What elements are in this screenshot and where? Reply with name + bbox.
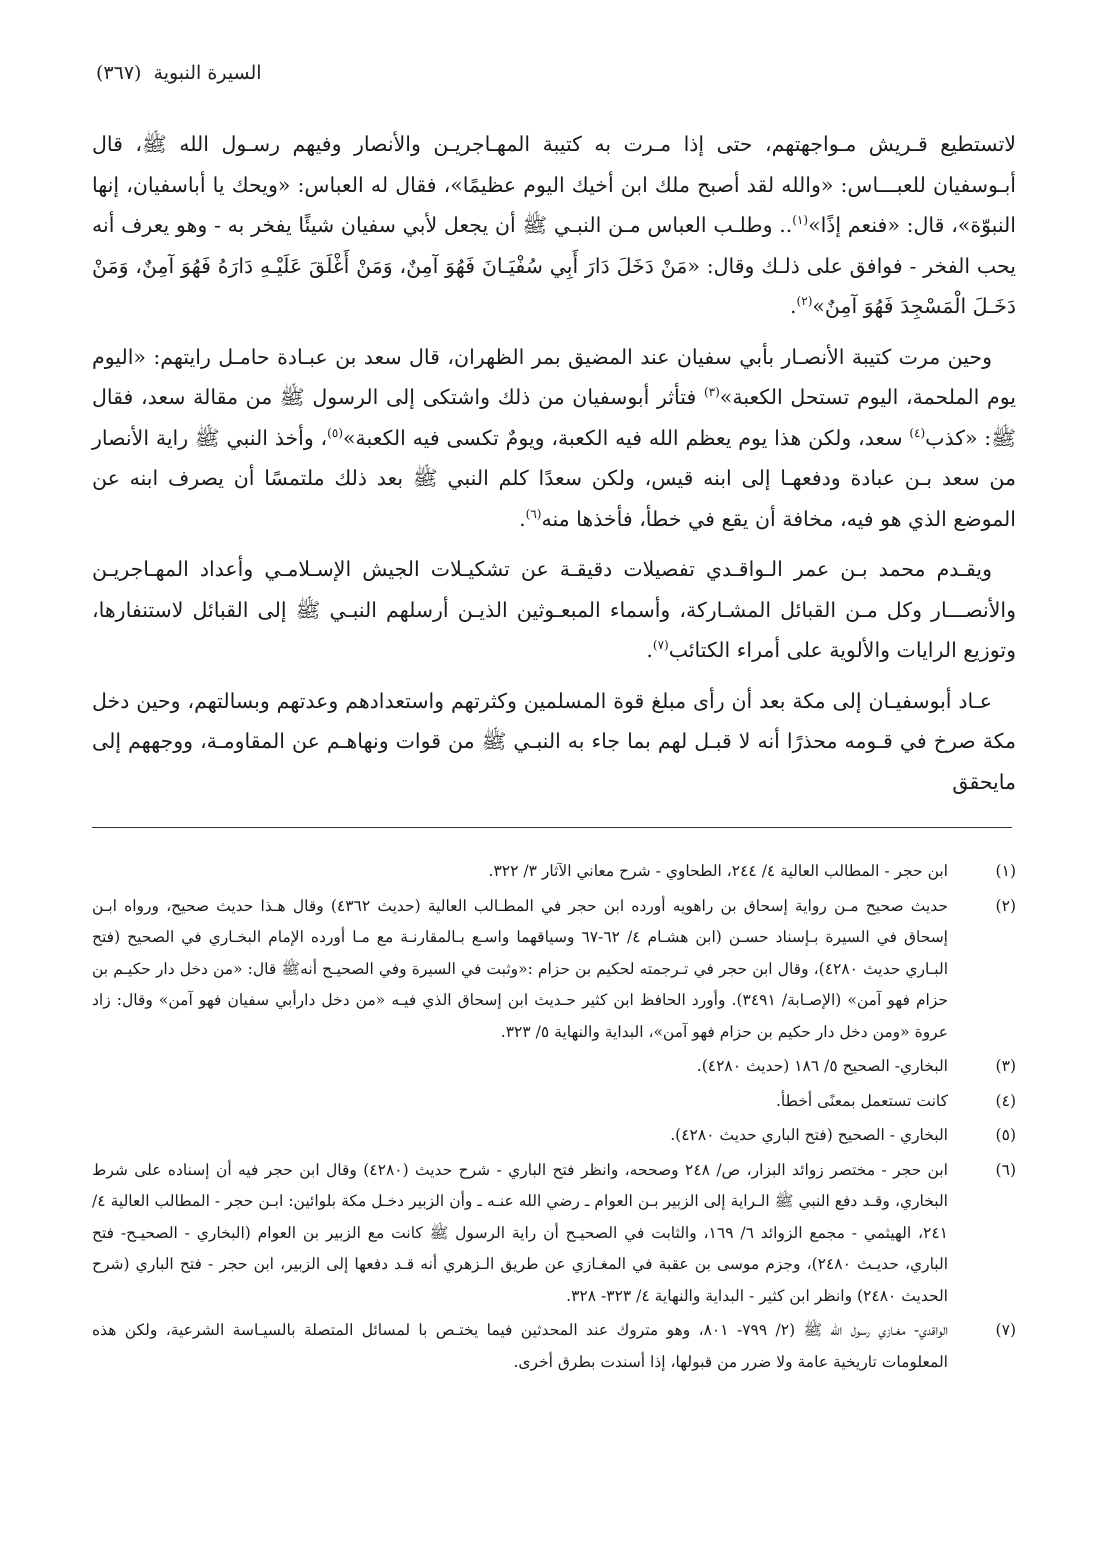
footnote-ref[interactable]: (٤) <box>909 425 926 440</box>
footnote-text: حديث صحيح مـن رواية إسحاق بن راهويه أورده ابن حجر في المطـالب العالية (حديث ٤٣٦٢) وقال هـذا حديث صحيح، ورواه ابـن إسحاق في السيرة بـإسناد حسـن (ابن هشـام ٤/ ٦٢-٦٧ وسياقهما واسـع بـالمقارنـة مع مـا أورده الإمام البخـاري في الصحيح (فتح البـاري حديث ٤٢٨٠)، وقال ابن حجر في تـرجمته لحكيم بن حزام :«وثبت في السيرة وفي الصحيـح أنهﷺ قال: «من دخل دار حكيـم بن حزام فهو آمن» (الإصـابة/ ٣٤٩١). وأورد الحافظ ابن كثير حـديث ابن إسحاق الذي فيـه «من دخل دارأبي سفيان فهو آمن» وقال: زاد عروة «ومن دخل دار حكيم بن حزام فهو آمن»، البداية والنهاية ٥/ ٣٢٣. <box>92 896 949 1041</box>
text-run: ، وأخذ النبي ﷺ راية الأنصار من سعد بـن عبادة ودفعهـا إلى ابنه قيس، ولكن سعدًا كلم النبي ﷺ بعد ذلك ملتمسًا أن يصرف ابنه عن الموضع الذي هو فيه، مخافة أن يقع في خطأ، فأخذها منه <box>92 425 1016 531</box>
footnote-ref[interactable]: (٦) <box>525 506 542 521</box>
footnote-ref[interactable]: (١) <box>792 213 809 228</box>
text-run: .. وطلـب العباس مـن النبـي ﷺ أن يجعل لأبي سفيان شيئًا يفخر به - وهو يعرف أنه يحب الفخر - فوافق على ذلـك وقال: «مَنْ دَخَلَ دَارَ أَبِي سُفْيَـانَ فَهُوَ آمِنٌ، وَمَنْ أَغْلَقَ عَلَيْـهِ دَارَهُ فَهُوَ آمِنٌ، وَمَنْ دَخَـلَ الْمَسْجِدَ فَهُوَ آمِنٌ» <box>92 213 1016 318</box>
text-run: عـاد أبوسفيـان إلى مكة بعد أن رأى مبلغ قوة المسلمين وكثرتهم واستعدادهم وعدتهم وبسالتهم، وحين دخل مكة صرخ في قـومه محذرًا أنه لا قبـل لهم بما جاء به النبـي ﷺ من قوات ونهاهـم عن المقاومـة، ووجههم إلى مايحقق <box>92 688 1016 794</box>
paragraph <box>92 124 1016 327</box>
text-run: فتأثر أبوسفيان من ذلك واشتكى إلى الرسول ﷺ من مقالة سعد، فقال ﷺ: «كذب <box>92 385 1016 450</box>
footnote <box>92 1155 1016 1313</box>
footnote-divider <box>92 827 1012 828</box>
text-run: . <box>790 294 797 318</box>
footnote-number: (٣) <box>995 1057 1016 1075</box>
footnote-text: البخاري- الصحيح ٥/ ١٨٦ (حديث ٤٢٨٠). <box>696 1057 948 1075</box>
footnote-number: (١) <box>995 862 1016 880</box>
footnote-number: (٦) <box>995 1160 1016 1179</box>
main-text <box>92 124 1016 812</box>
footnote <box>92 1120 1016 1152</box>
footnote-text: ابن حجر - مختصر زوائد البزار، ص/ ٢٤٨ وصححه، وانظر فتح الباري - شرح حديث (٤٢٨٠) وقال ابن حجر فيه أن إسناده على شرط البخاري، وقـد دفع النبي ﷺ الـراية إلى الزبير بـن العوام ـ رضي الله عنـه ـ وأن الزبير دخـل مكة بلوائين: ابـن حجر - المطالب العالية ٤/ ٢٤١، الهيثمي - مجمع الزوائد ٦/ ١٦٩، والثابت في الصحيـح أن راية الرسول ﷺ كانت مع الزبير بن العوام (البخاري - الصحيـح- فتح الباري، حديـث ٢٤٨٠)، وجزم موسى بن عقبة في المغـازي عن طريق الـزهري أنه قـد دفعها إلى الزبير، ابن حجر - فتح الباري (شرح الحديث ٢٤٨٠) وانظر ابن كثير - البداية والنهاية ٤/ ٣٢٣- ٣٢٨. <box>92 1160 948 1305</box>
footnote-number: (٢) <box>995 896 1016 915</box>
footnote-ref[interactable]: (٢) <box>796 294 813 309</box>
text-run: . <box>519 506 526 531</box>
running-header <box>96 62 262 84</box>
footnote <box>92 1051 1016 1083</box>
footnote-text: البخاري - الصحيح (فتح الباري حديث ٤٢٨٠). <box>670 1126 948 1144</box>
text-run: وحين مرت كتيبة الأنصـار بأبي سفيان عند المضيق بمر الظهران، قال سعد بن عبـادة حامـل رايتهم: «اليوم يوم الملحمة، اليوم تستحل الكعبة» <box>92 344 1016 409</box>
footnote <box>92 1086 1016 1118</box>
text-run: لاتستطيع قـريش مـواجهتهم، حتى إذا مـرت به كتيبة المهـاجريـن والأنصار وفيهم رسـول الله ﷺ، قال أبـوسفيان للعبـــاس: «والله لقد أصبح ملك ابن أخيك اليوم عظيمًا»، فقال له العباس: «ويحك يا أباسفيان، إنها النبوّة»، قال: «فنعم إذًا» <box>92 132 1016 237</box>
page-number: (٣٦٧) <box>96 62 142 84</box>
footnote <box>92 1315 1016 1378</box>
footnote <box>92 891 1016 1049</box>
footnote-text: كانت تستعمل بمعنًى أخطأ. <box>775 1091 948 1110</box>
footnote <box>92 856 1016 888</box>
footnote-text: الواقدي- مغـازي رسول الله ﷺ (٢/ ٧٩٩- ٨٠١، وهو متروك عند المحدثين فيما يختـص با لمسائل المتصلة بالسيـاسة الشرعية، ولكن هذه المعلومات تاريخية عامة ولا ضرر من قبولها، إذا أسندت بطرق أخرى. <box>92 1321 948 1371</box>
text-run: ويقـدم محمد بـن عمر الـواقـدي تفصيلات دقيقـة عن تشكيـلات الجيش الإسـلامـي وأعداد المهـاجريـن والأنصـــار وكل مـن القبائل المشـاركة، وأسماء المبعـوثين الذيـن أرسلهم النبـي ﷺ إلى القبائل لاستنفارها، وتوزيع الرايات والألوية على أمراء الكتائب <box>92 557 1016 662</box>
footnote-ref[interactable]: (٣) <box>703 385 720 400</box>
footnotes <box>92 856 1016 1381</box>
footnote-number: (٥) <box>995 1126 1016 1144</box>
paragraph <box>92 681 1016 803</box>
paragraph <box>92 337 1016 540</box>
footnote-ref[interactable]: (٧) <box>652 638 669 653</box>
paragraph <box>92 549 1016 671</box>
text-run: . <box>646 638 653 662</box>
footnote-number: (٤) <box>995 1091 1016 1110</box>
footnote-number: (٧) <box>995 1321 1016 1339</box>
book-title: السيرة النبوية <box>153 62 262 84</box>
text-run: سعد، ولكن هذا يوم يعظم الله فيه الكعبة، ويومٌ تكسى فيه الكعبة» <box>343 425 910 450</box>
footnote-ref[interactable]: (٥) <box>327 425 343 440</box>
footnote-text: ابن حجر - المطالب العالية ٤/ ٢٤٤، الطحاوي - شرح معاني الآثار ٣/ ٣٢٢. <box>488 862 948 880</box>
